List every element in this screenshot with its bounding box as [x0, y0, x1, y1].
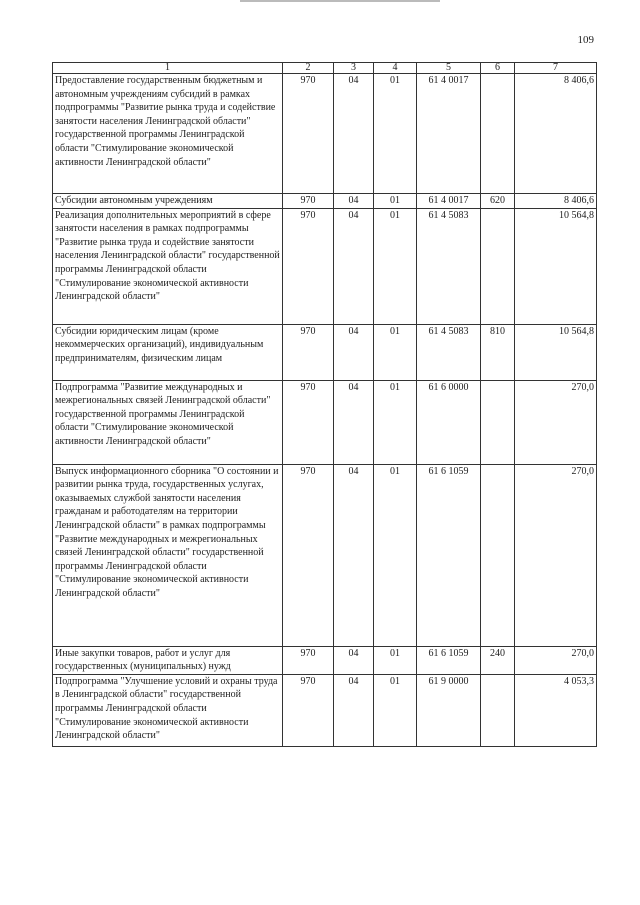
table-row	[53, 74, 597, 194]
row-name: Субсидии юридическим лицам (кроме некоммерческих организаций), индивидуальным предпринимателям, физическим лицам	[53, 324, 283, 380]
cell-ministry-code: 970	[283, 674, 334, 746]
cell-section: 04	[334, 208, 374, 324]
cell-target-article: 61 4 5083	[417, 324, 481, 380]
row-name: Выпуск информационного сборника "О состоянии и развитии рынка труда, государственных услугах, оказываемых службой занятости населения гражданам и работодателям на территории Ленинградской области" в рамках подпрограммы "Развитие международных и межрегиональных связей Ленинградской области" государственной программы Ленинградской области "Стимулирование экономической активности Ленинградской области"	[53, 464, 283, 646]
row-name: Реализация дополнительных мероприятий в сфере занятости населения в рамках подпрограммы "Развитие рынка труда и содействие занятости населения Ленинградской области" государственной программы Ленинградской области "Стимулирование экономической активности Ленинградской области"	[53, 208, 283, 324]
table-row	[53, 646, 597, 674]
cell-target-article: 61 9 0000	[417, 674, 481, 746]
column-header: 1	[53, 63, 283, 74]
cell-section: 04	[334, 74, 374, 194]
cell-target-article: 61 6 1059	[417, 464, 481, 646]
cell-amount: 8 406,6	[515, 74, 597, 194]
cell-subsection: 01	[374, 208, 417, 324]
cell-ministry-code: 970	[283, 324, 334, 380]
row-name: Подпрограмма "Развитие международных и межрегиональных связей Ленинградской области" государственной программы Ленинградской области "Стимулирование экономической активности Ленинградской области"	[53, 380, 283, 464]
row-name: Предоставление государственным бюджетным и автономным учреждениям субсидий в рамках подпрограммы "Развитие рынка труда и содействие занятости населения Ленинградской области" государственной программы Ленинградской области "Стимулирование экономической активности Ленинградской области"	[53, 74, 283, 194]
row-name: Подпрограмма "Улучшение условий и охраны труда в Ленинградской области" государственной программы Ленинградской области "Стимулирование экономической активности Ленинградской области"	[53, 674, 283, 746]
cell-subsection: 01	[374, 194, 417, 209]
cell-amount: 270,0	[515, 464, 597, 646]
column-header: 5	[417, 63, 481, 74]
table-row	[53, 194, 597, 209]
cell-ministry-code: 970	[283, 646, 334, 674]
table-row	[53, 208, 597, 324]
cell-amount: 4 053,3	[515, 674, 597, 746]
cell-subsection: 01	[374, 674, 417, 746]
cell-target-article: 61 6 1059	[417, 646, 481, 674]
cell-expense-type: 620	[481, 194, 515, 209]
cell-subsection: 01	[374, 74, 417, 194]
cell-expense-type	[481, 464, 515, 646]
cell-amount: 10 564,8	[515, 208, 597, 324]
cell-amount: 270,0	[515, 646, 597, 674]
table-row	[53, 380, 597, 464]
cell-subsection: 01	[374, 324, 417, 380]
cell-amount: 8 406,6	[515, 194, 597, 209]
page-number: 109	[577, 34, 594, 46]
table-row	[53, 324, 597, 380]
cell-expense-type: 810	[481, 324, 515, 380]
cell-subsection: 01	[374, 646, 417, 674]
scan-edge-mark	[240, 0, 440, 2]
cell-section: 04	[334, 380, 374, 464]
cell-amount: 270,0	[515, 380, 597, 464]
cell-ministry-code: 970	[283, 464, 334, 646]
column-header: 2	[283, 63, 334, 74]
column-header: 6	[481, 63, 515, 74]
cell-expense-type	[481, 380, 515, 464]
cell-expense-type	[481, 74, 515, 194]
cell-target-article: 61 4 0017	[417, 74, 481, 194]
cell-ministry-code: 970	[283, 74, 334, 194]
cell-amount: 10 564,8	[515, 324, 597, 380]
cell-section: 04	[334, 464, 374, 646]
cell-ministry-code: 970	[283, 194, 334, 209]
cell-section: 04	[334, 646, 374, 674]
budget-table	[52, 62, 597, 747]
table-header-row	[53, 63, 597, 74]
cell-target-article: 61 4 5083	[417, 208, 481, 324]
cell-ministry-code: 970	[283, 380, 334, 464]
cell-section: 04	[334, 674, 374, 746]
table-row	[53, 464, 597, 646]
cell-ministry-code: 970	[283, 208, 334, 324]
cell-section: 04	[334, 194, 374, 209]
cell-subsection: 01	[374, 464, 417, 646]
cell-target-article: 61 4 0017	[417, 194, 481, 209]
cell-target-article: 61 6 0000	[417, 380, 481, 464]
row-name: Иные закупки товаров, работ и услуг для государственных (муниципальных) нужд	[53, 646, 283, 674]
cell-expense-type	[481, 674, 515, 746]
column-header: 7	[515, 63, 597, 74]
cell-subsection: 01	[374, 380, 417, 464]
cell-expense-type	[481, 208, 515, 324]
column-header: 3	[334, 63, 374, 74]
row-name: Субсидии автономным учреждениям	[53, 194, 283, 209]
column-header: 4	[374, 63, 417, 74]
cell-section: 04	[334, 324, 374, 380]
cell-expense-type: 240	[481, 646, 515, 674]
table-row	[53, 674, 597, 746]
